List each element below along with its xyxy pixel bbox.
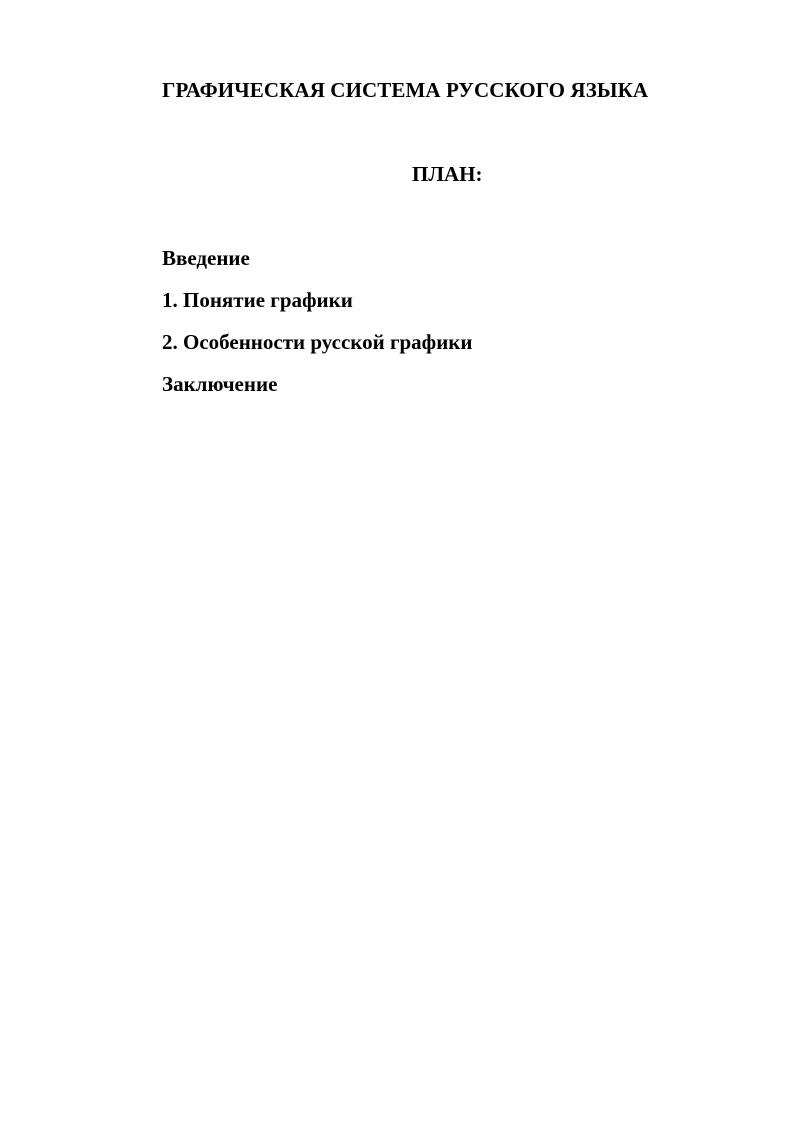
plan-heading: ПЛАН:: [412, 162, 483, 186]
document-title: ГРАФИЧЕСКАЯ СИСТЕМА РУССКОГО ЯЗЫКА: [162, 78, 649, 102]
toc-item-russian-graphics-features: 2. Особенности русской графики: [162, 330, 473, 354]
table-of-contents: [162, 244, 473, 412]
toc-item-conclusion: Заключение: [162, 372, 278, 396]
toc-item-concept-of-graphics: 1. Понятие графики: [162, 288, 353, 312]
toc-item-introduction: Введение: [162, 246, 250, 270]
